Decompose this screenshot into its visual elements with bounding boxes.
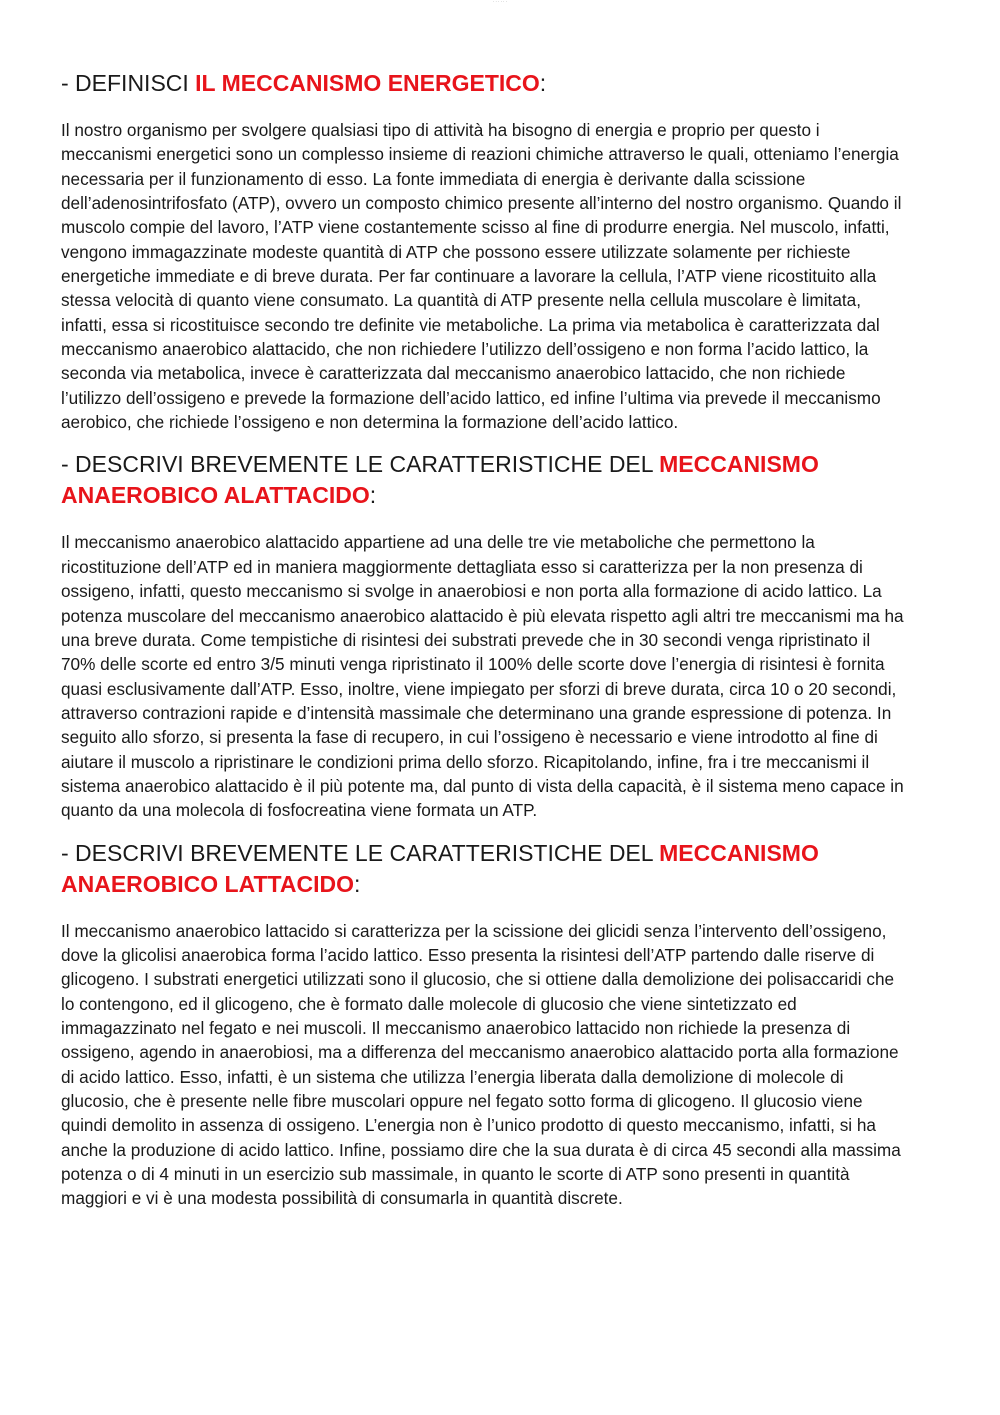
section-body: Il nostro organismo per svolgere qualsiasi tipo di attività ha bisogno di energia e proprio per questo i meccanismi energetici sono un complesso insieme di reazioni chimiche attraverso le quali, otteniamo l’energia necessaria per il funzionamento di esso. La fonte immediata di energia è derivante dalla scissione dell’adenosintrifosfato (ATP), ovvero un composto chimico presente all’interno del nostro organismo. Quando il muscolo compie del lavoro, l’ATP viene costantemente scisso al fine di produrre energia. Nel muscolo, infatti, vengono immagazzinate modeste quantità di ATP che possono essere utilizzate solamente per richieste energetiche immediate e di breve durata. Per far continuare a lavorare la cellula, l’ATP viene ricostituito alla stessa velocità di quanto viene consumato. La quantità di ATP presente nella cellula muscolare è limitata, infatti, essa si ricostituisce secondo tre definite vie metaboliche. La prima via metabolica è caratterizzata dal meccanismo anaerobico alattacido, che non richiedere l’utilizzo dell’ossigeno e non forma l’acido lattico, la seconda via metabolica, invece è caratterizzata dal meccanismo anaerobico lattacido, che non richiede l’utilizzo dell’ossigeno e prevede la formazione dell’acido lattico, ed infine l’ultima via prevede il meccanismo aerobico, che richiede l’ossigeno e non determina la formazione dell’acido lattico.	[61, 120, 902, 433]
heading-accent: MECCANISMO ANAEROBICO LATTACIDO	[61, 839, 819, 897]
document-page	[61, 68, 906, 1211]
section-heading	[61, 838, 906, 900]
section-heading	[61, 68, 906, 99]
heading-suffix: :	[539, 70, 547, 96]
section-body: Il meccanismo anaerobico alattacido appartiene ad una delle tre vie metaboliche che permettono la ricostituzione dell’ATP ed in maniera maggiormente dettagliata esso si caratterizza per la non presenza di ossigeno, infatti, questo meccanismo si svolge in anaerobiosi e non porta alla formazione di acido lattico. La potenza muscolare del meccanismo anaerobico alattacido è più elevata rispetto agli altri tre meccanismi ma ha una breve durata. Come tempistiche di risintesi dei substrati prevede che in 30 secondi venga ripristinato il 70% delle scorte ed entro 3/5 minuti venga ripristinato il 100% delle scorte dove l’energia di risintesi è fornita quasi esclusivamente dall’ATP. Esso, inoltre, viene impiegato per sforzi di breve durata, circa 10 o 20 secondi, attraverso contrazioni rapide e d’intensità massimale che determinano una grande espressione di potenza. In seguito allo sforzo, si presenta la fase di recupero, in cui l’ossigeno è necessario e viene introdotto al fine di aiutare il muscolo a ripristinare le condizioni prima dello sforzo. Ricapitolando, infine, fra i tre meccanismi il sistema anaerobico alattacido è il più potente ma, dal punto di vista della capacità, è il sistema meno capace in quanto da una molecola di fosfocreatina viene formata un ATP.	[61, 532, 904, 821]
section-body: Il meccanismo anaerobico lattacido si caratterizza per la scissione dei glicidi senza l’intervento dell’ossigeno, dove la glicolisi anaerobica forma l’acido lattico. Esso presenta la risintesi dell’ATP partendo dalle riserve di glicogeno. I substrati energetici utilizzati sono il glucosio, che si ottiene dalla demolizione dei polisaccaridi che lo contengono, ed il glicogeno, che è formato dalle molecole di glucosio che viene sintetizzato ed immagazzinato nel fegato e nei muscoli. Il meccanismo anaerobico lattacido non richiede la presenza di ossigeno, agendo in anaerobiosi, ma a differenza del meccanismo anaerobico alattacido porta alla formazione di acido lattico. Esso, infatti, è un sistema che utilizza l’energia liberata dalla demolizione di molecole di glucosio, che è presente nelle fibre muscolari oppure nel fegato sotto forma di glicogeno. Il glucosio viene quindi demolito in assenza di ossigeno. L’energia non è l’unico prodotto di questo meccanismo, infatti, si ha anche la produzione di acido lattico. Infine, possiamo dire che la sua durata è di circa 45 secondi alla massima potenza o di 4 minuti in un esercizio sub massimale, in quanto le scorte di ATP sono presenti in quantità maggiori e vi è una modesta possibilità di consumarla in quantità discrete.	[61, 920, 901, 1209]
heading-accent: MECCANISMO ANAEROBICO ALATTACIDO	[61, 451, 819, 509]
page-header-mark: · · · · · ·	[493, 0, 507, 4]
heading-accent: IL MECCANISMO ENERGETICO	[195, 70, 540, 96]
heading-suffix: :	[354, 870, 361, 897]
heading-prefix: - DESCRIVI BREVEMENTE LE CARATTERISTICHE DEL	[61, 839, 660, 866]
heading-prefix: - DEFINISCI	[61, 70, 196, 96]
section-meccanismo-energetico	[61, 68, 906, 434]
heading-suffix: :	[369, 482, 377, 509]
heading-prefix: - DESCRIVI BREVEMENTE LE CARATTERISTICHE DEL	[61, 451, 660, 478]
section-anaerobico-lattacido	[61, 838, 906, 1211]
section-anaerobico-alattacido	[61, 449, 906, 822]
section-heading	[61, 449, 906, 511]
